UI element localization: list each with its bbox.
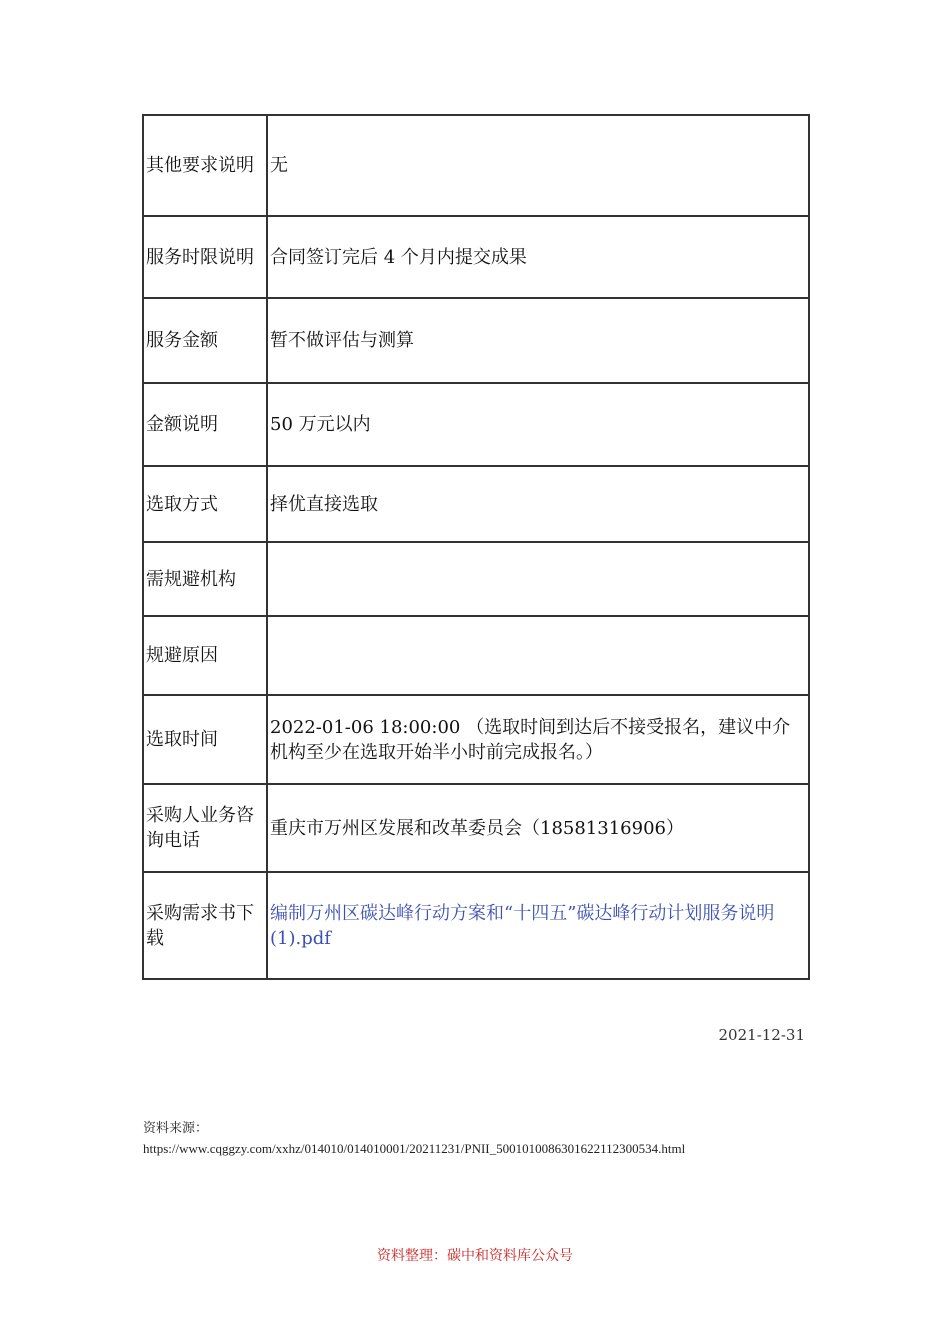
row-label: 选取时间 — [143, 695, 267, 784]
row-label: 服务时限说明 — [143, 216, 267, 298]
row-label: 服务金额 — [143, 298, 267, 383]
row-label: 选取方式 — [143, 466, 267, 542]
source-label: 资料来源： — [143, 1121, 209, 1136]
download-link[interactable]: 编制万州区碳达峰行动方案和“十四五”碳达峰行动计划服务说明(1).pdf — [267, 872, 809, 979]
table-row — [143, 784, 809, 872]
row-value — [267, 616, 809, 695]
table-row — [143, 383, 809, 466]
row-value: 合同签订完后 4 个月内提交成果 — [267, 216, 809, 298]
row-value — [267, 542, 809, 616]
table-row — [143, 115, 809, 216]
source-url: https://www.cqggzy.com/xxhz/014010/014010001/20211231/PNII_5001010086301622112300534.html — [143, 1141, 686, 1156]
table-row — [143, 872, 809, 979]
table-row — [143, 298, 809, 383]
row-label: 金额说明 — [143, 383, 267, 466]
info-table — [142, 114, 810, 980]
footer-note: 资料整理：碳中和资料库公众号 — [377, 1248, 573, 1264]
row-value: 50 万元以内 — [267, 383, 809, 466]
row-value: 择优直接选取 — [267, 466, 809, 542]
table-row — [143, 466, 809, 542]
table-row — [143, 216, 809, 298]
row-label: 其他要求说明 — [143, 115, 267, 216]
row-value: 无 — [267, 115, 809, 216]
row-value: 暂不做评估与测算 — [267, 298, 809, 383]
table-row — [143, 695, 809, 784]
table-row — [143, 616, 809, 695]
row-label: 采购需求书下载 — [143, 872, 267, 979]
row-label: 采购人业务咨询电话 — [143, 784, 267, 872]
publish-date: 2021-12-31 — [718, 1026, 805, 1044]
row-value: 重庆市万州区发展和改革委员会（18581316906） — [267, 784, 809, 872]
row-label: 规避原因 — [143, 616, 267, 695]
table-row — [143, 542, 809, 616]
row-value: 2022-01-06 18:00:00 （选取时间到达后不接受报名，建议中介机构至少在选取开始半小时前完成报名。） — [267, 695, 809, 784]
row-label: 需规避机构 — [143, 542, 267, 616]
